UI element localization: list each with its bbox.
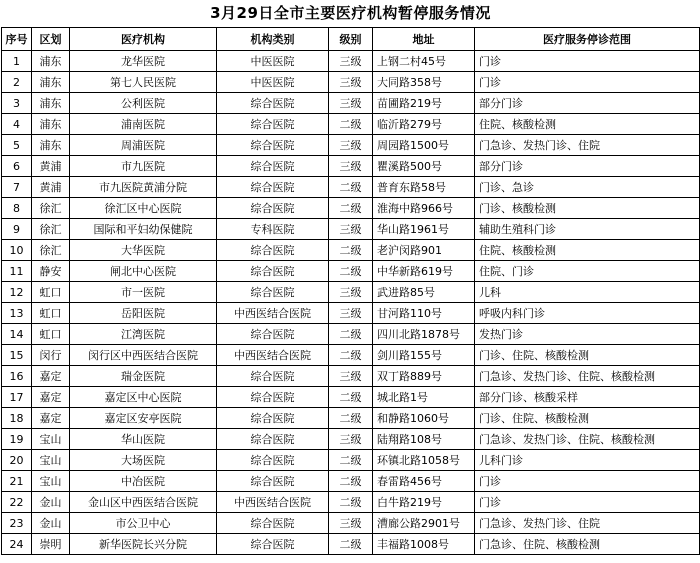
cell-district: 黄浦	[32, 156, 70, 177]
cell-address: 中华新路619号	[373, 261, 475, 282]
table-row	[2, 198, 700, 219]
cell-district: 虹口	[32, 282, 70, 303]
cell-suspended-services: 门急诊、发热门诊、住院、核酸检测	[475, 366, 700, 387]
cell-address: 剑川路155号	[373, 345, 475, 366]
cell-index: 4	[2, 114, 32, 135]
cell-district: 嘉定	[32, 408, 70, 429]
cell-district: 浦东	[32, 51, 70, 72]
cell-index: 14	[2, 324, 32, 345]
cell-index: 24	[2, 534, 32, 555]
cell-institution: 嘉定区中心医院	[70, 387, 217, 408]
cell-district: 虹口	[32, 324, 70, 345]
cell-suspended-services: 门诊	[475, 492, 700, 513]
cell-level: 三级	[329, 93, 373, 114]
cell-category: 综合医院	[217, 429, 329, 450]
cell-level: 二级	[329, 114, 373, 135]
cell-level: 二级	[329, 345, 373, 366]
cell-district: 崇明	[32, 534, 70, 555]
table-row	[2, 366, 700, 387]
cell-institution: 瑞金医院	[70, 366, 217, 387]
cell-category: 综合医院	[217, 93, 329, 114]
column-header-suspended-services: 医疗服务停诊范围	[475, 28, 700, 51]
cell-address: 双丁路889号	[373, 366, 475, 387]
table-row	[2, 450, 700, 471]
cell-district: 金山	[32, 492, 70, 513]
column-header-index: 序号	[2, 28, 32, 51]
cell-suspended-services: 门急诊、发热门诊、住院	[475, 135, 700, 156]
table-header-row	[2, 28, 700, 51]
cell-category: 综合医院	[217, 177, 329, 198]
cell-institution: 闵行区中西医结合医院	[70, 345, 217, 366]
cell-institution: 市九医院	[70, 156, 217, 177]
cell-level: 二级	[329, 450, 373, 471]
cell-index: 21	[2, 471, 32, 492]
cell-district: 静安	[32, 261, 70, 282]
cell-address: 临沂路279号	[373, 114, 475, 135]
cell-category: 综合医院	[217, 135, 329, 156]
cell-index: 22	[2, 492, 32, 513]
cell-index: 10	[2, 240, 32, 261]
cell-category: 中西医结合医院	[217, 303, 329, 324]
cell-suspended-services: 门诊	[475, 72, 700, 93]
cell-level: 二级	[329, 408, 373, 429]
cell-suspended-services: 部分门诊、核酸采样	[475, 387, 700, 408]
cell-address: 城北路1号	[373, 387, 475, 408]
cell-address: 淮海中路966号	[373, 198, 475, 219]
cell-index: 20	[2, 450, 32, 471]
table-row	[2, 471, 700, 492]
cell-district: 嘉定	[32, 387, 70, 408]
table-row	[2, 219, 700, 240]
cell-address: 四川北路1878号	[373, 324, 475, 345]
cell-index: 8	[2, 198, 32, 219]
cell-category: 综合医院	[217, 513, 329, 534]
cell-category: 综合医院	[217, 324, 329, 345]
cell-suspended-services: 部分门诊	[475, 156, 700, 177]
table-row	[2, 408, 700, 429]
cell-level: 三级	[329, 303, 373, 324]
cell-institution: 第七人民医院	[70, 72, 217, 93]
cell-level: 三级	[329, 513, 373, 534]
table-row	[2, 492, 700, 513]
cell-category: 综合医院	[217, 387, 329, 408]
cell-level: 二级	[329, 534, 373, 555]
cell-level: 二级	[329, 324, 373, 345]
table-row	[2, 282, 700, 303]
cell-address: 漕廊公路2901号	[373, 513, 475, 534]
column-header-address: 地址	[373, 28, 475, 51]
cell-index: 12	[2, 282, 32, 303]
cell-index: 1	[2, 51, 32, 72]
cell-suspended-services: 门诊、住院、核酸检测	[475, 345, 700, 366]
table-row	[2, 429, 700, 450]
cell-index: 7	[2, 177, 32, 198]
table-row	[2, 513, 700, 534]
cell-suspended-services: 发热门诊	[475, 324, 700, 345]
cell-level: 二级	[329, 471, 373, 492]
cell-category: 综合医院	[217, 156, 329, 177]
cell-institution: 金山区中西医结合医院	[70, 492, 217, 513]
cell-district: 徐汇	[32, 240, 70, 261]
cell-level: 三级	[329, 72, 373, 93]
cell-district: 徐汇	[32, 219, 70, 240]
cell-district: 闵行	[32, 345, 70, 366]
cell-category: 综合医院	[217, 282, 329, 303]
cell-suspended-services: 门急诊、住院、核酸检测	[475, 534, 700, 555]
cell-index: 13	[2, 303, 32, 324]
table-row	[2, 93, 700, 114]
cell-institution: 岳阳医院	[70, 303, 217, 324]
cell-district: 黄浦	[32, 177, 70, 198]
cell-institution: 市公卫中心	[70, 513, 217, 534]
cell-category: 中西医结合医院	[217, 492, 329, 513]
cell-suspended-services: 住院、门诊	[475, 261, 700, 282]
cell-suspended-services: 门诊、住院、核酸检测	[475, 408, 700, 429]
hospital-suspension-table	[1, 0, 700, 555]
cell-suspended-services: 门诊、核酸检测	[475, 198, 700, 219]
cell-institution: 中冶医院	[70, 471, 217, 492]
cell-suspended-services: 呼吸内科门诊	[475, 303, 700, 324]
table-body	[2, 51, 700, 555]
cell-category: 综合医院	[217, 450, 329, 471]
cell-address: 武进路85号	[373, 282, 475, 303]
cell-level: 三级	[329, 429, 373, 450]
column-header-institution: 医疗机构	[70, 28, 217, 51]
column-header-district: 区划	[32, 28, 70, 51]
column-header-category: 机构类别	[217, 28, 329, 51]
cell-district: 浦东	[32, 72, 70, 93]
cell-level: 三级	[329, 156, 373, 177]
cell-level: 二级	[329, 240, 373, 261]
cell-index: 9	[2, 219, 32, 240]
cell-suspended-services: 住院、核酸检测	[475, 114, 700, 135]
table-row	[2, 261, 700, 282]
cell-address: 瞿溪路500号	[373, 156, 475, 177]
cell-district: 浦东	[32, 93, 70, 114]
cell-index: 6	[2, 156, 32, 177]
cell-level: 三级	[329, 51, 373, 72]
cell-district: 宝山	[32, 471, 70, 492]
cell-institution: 市一医院	[70, 282, 217, 303]
cell-category: 综合医院	[217, 471, 329, 492]
cell-address: 周园路1500号	[373, 135, 475, 156]
cell-index: 3	[2, 93, 32, 114]
cell-level: 三级	[329, 366, 373, 387]
cell-category: 综合医院	[217, 534, 329, 555]
cell-address: 丰福路1008号	[373, 534, 475, 555]
cell-district: 宝山	[32, 429, 70, 450]
cell-address: 苗圃路219号	[373, 93, 475, 114]
cell-suspended-services: 部分门诊	[475, 93, 700, 114]
cell-index: 15	[2, 345, 32, 366]
table-row	[2, 114, 700, 135]
cell-institution: 大华医院	[70, 240, 217, 261]
cell-suspended-services: 门诊、急诊	[475, 177, 700, 198]
column-header-level: 级别	[329, 28, 373, 51]
cell-category: 专科医院	[217, 219, 329, 240]
table-row	[2, 303, 700, 324]
table-row	[2, 135, 700, 156]
cell-district: 徐汇	[32, 198, 70, 219]
page-title: 3月29日全市主要医疗机构暂停服务情况	[210, 4, 491, 22]
cell-institution: 江湾医院	[70, 324, 217, 345]
cell-suspended-services: 辅助生殖科门诊	[475, 219, 700, 240]
cell-institution: 华山医院	[70, 429, 217, 450]
cell-district: 虹口	[32, 303, 70, 324]
cell-address: 甘河路110号	[373, 303, 475, 324]
table-row	[2, 51, 700, 72]
cell-address: 老沪闵路901	[373, 240, 475, 261]
cell-index: 2	[2, 72, 32, 93]
cell-suspended-services: 门急诊、发热门诊、住院	[475, 513, 700, 534]
cell-district: 宝山	[32, 450, 70, 471]
cell-institution: 市九医院黄浦分院	[70, 177, 217, 198]
cell-institution: 公利医院	[70, 93, 217, 114]
cell-address: 大同路358号	[373, 72, 475, 93]
table-row	[2, 156, 700, 177]
cell-level: 二级	[329, 387, 373, 408]
cell-institution: 新华医院长兴分院	[70, 534, 217, 555]
table-row	[2, 387, 700, 408]
cell-district: 嘉定	[32, 366, 70, 387]
cell-institution: 大场医院	[70, 450, 217, 471]
cell-index: 17	[2, 387, 32, 408]
cell-institution: 龙华医院	[70, 51, 217, 72]
cell-level: 三级	[329, 135, 373, 156]
cell-category: 综合医院	[217, 240, 329, 261]
cell-address: 陆翔路108号	[373, 429, 475, 450]
cell-suspended-services: 门急诊、发热门诊、住院、核酸检测	[475, 429, 700, 450]
cell-district: 金山	[32, 513, 70, 534]
table-row	[2, 324, 700, 345]
cell-index: 18	[2, 408, 32, 429]
cell-level: 二级	[329, 198, 373, 219]
cell-address: 春雷路456号	[373, 471, 475, 492]
cell-address: 普育东路58号	[373, 177, 475, 198]
table-row	[2, 345, 700, 366]
cell-institution: 浦南医院	[70, 114, 217, 135]
cell-institution: 徐汇区中心医院	[70, 198, 217, 219]
table-row	[2, 177, 700, 198]
cell-category: 综合医院	[217, 198, 329, 219]
cell-district: 浦东	[32, 135, 70, 156]
cell-index: 5	[2, 135, 32, 156]
cell-suspended-services: 门诊	[475, 51, 700, 72]
cell-category: 中医医院	[217, 72, 329, 93]
cell-category: 综合医院	[217, 114, 329, 135]
cell-category: 中西医结合医院	[217, 345, 329, 366]
cell-district: 浦东	[32, 114, 70, 135]
cell-suspended-services: 门诊	[475, 471, 700, 492]
table-row	[2, 240, 700, 261]
cell-category: 中医医院	[217, 51, 329, 72]
cell-level: 二级	[329, 492, 373, 513]
cell-address: 环镇北路1058号	[373, 450, 475, 471]
cell-category: 综合医院	[217, 408, 329, 429]
table-row	[2, 72, 700, 93]
cell-address: 上钢二村45号	[373, 51, 475, 72]
cell-level: 三级	[329, 219, 373, 240]
cell-index: 16	[2, 366, 32, 387]
table-row	[2, 534, 700, 555]
cell-index: 23	[2, 513, 32, 534]
cell-level: 三级	[329, 282, 373, 303]
cell-address: 白牛路219号	[373, 492, 475, 513]
cell-address: 华山路1961号	[373, 219, 475, 240]
cell-suspended-services: 儿科门诊	[475, 450, 700, 471]
cell-category: 综合医院	[217, 366, 329, 387]
cell-institution: 闸北中心医院	[70, 261, 217, 282]
cell-level: 二级	[329, 177, 373, 198]
cell-suspended-services: 儿科	[475, 282, 700, 303]
cell-institution: 嘉定区安亭医院	[70, 408, 217, 429]
cell-address: 和静路1060号	[373, 408, 475, 429]
cell-suspended-services: 住院、核酸检测	[475, 240, 700, 261]
cell-index: 11	[2, 261, 32, 282]
cell-institution: 国际和平妇幼保健院	[70, 219, 217, 240]
cell-index: 19	[2, 429, 32, 450]
cell-level: 二级	[329, 261, 373, 282]
cell-institution: 周浦医院	[70, 135, 217, 156]
cell-category: 综合医院	[217, 261, 329, 282]
